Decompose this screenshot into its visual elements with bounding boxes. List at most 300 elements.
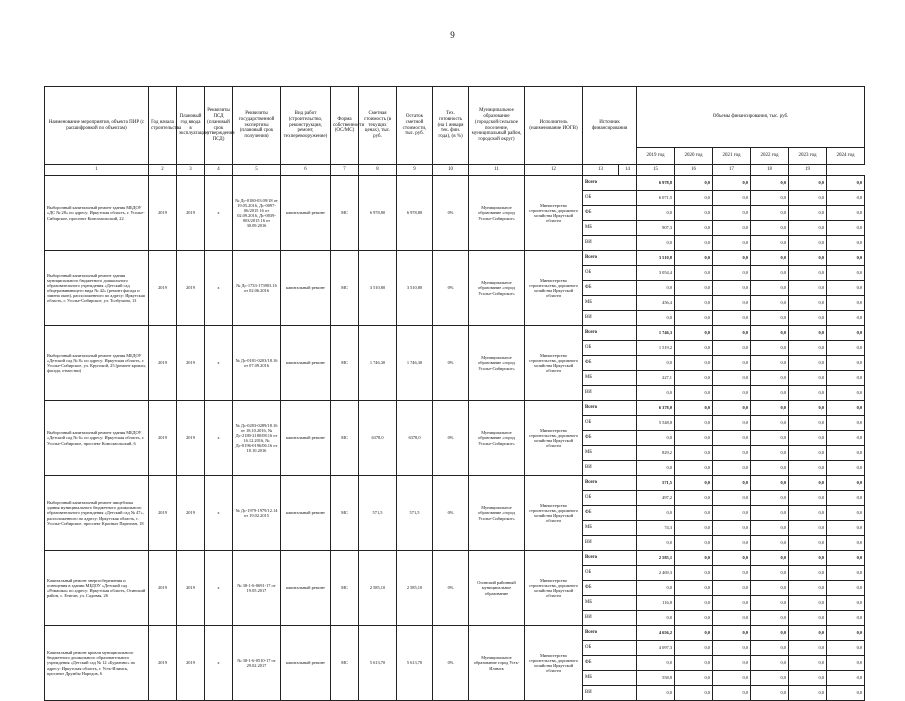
column-number: 6 [281,165,331,176]
financing-value: 0,0 [713,206,751,221]
financing-value: 0,0 [713,476,751,491]
financing-value: 0,0 [789,386,827,401]
financing-value: 0,0 [637,356,675,371]
financing-value: 0,0 [789,656,827,671]
funding-source: Всего [583,626,637,641]
col-header-expertise: Реквизиты государственной экспертизы (плановый срок получения) [233,87,281,165]
financing-value: 829,2 [637,446,675,461]
financing-value: 0,0 [827,506,865,521]
estimated-cost: 3 510,80 [359,251,397,326]
funding-source: ФБ [583,656,637,671]
financing-value: 0,0 [637,581,675,596]
funding-source: МБ [583,521,637,536]
financing-value: 0,0 [827,686,865,701]
expertise-value: № Дс-0181-0203/18.16 от 07.09.2016 [233,326,281,401]
column-number: 1 [45,165,149,176]
financing-value: 0,0 [827,491,865,506]
financing-value: 0,0 [713,446,751,461]
financing-value: 0,0 [713,266,751,281]
executor: Министерство строительства, дорожного хозяйства Иркутской области [525,326,583,401]
financing-value: 0,0 [751,296,789,311]
financing-value: 2 469,3 [637,566,675,581]
ownership: МС [331,176,359,251]
col-header-municipality: Муниципальное образование (городской/сельское поселение, муниципальный район, городской округ) [469,87,525,165]
financing-value: 0,0 [675,431,713,446]
financing-value: 0,0 [751,326,789,341]
financing-value: 0,0 [751,236,789,251]
financing-value: 0,0 [675,236,713,251]
financing-value: 0,0 [827,551,865,566]
funding-source: ВИ [583,461,637,476]
table-body [45,176,865,701]
financing-value: 0,0 [713,596,751,611]
financing-value: 0,0 [827,596,865,611]
financing-value: 0,0 [789,356,827,371]
financing-value: 0,0 [637,311,675,326]
financing-value: 0,0 [675,251,713,266]
financing-value: 0,0 [751,431,789,446]
financing-value: 0,0 [675,401,713,416]
ownership: МС [331,626,359,701]
financing-value: 0,0 [827,341,865,356]
object-name: Выборочный капитальный ремонт здания муниципального бюджетного дошкольного образовательного учреждения «Детский сад общеразвивающего вида № 42» (ремонт фасада и замена окон), расположенного по адресу: Иркутская область, г. Усолье-Сибирское, ул. Толбухина, 13 [45,251,149,326]
funding-source: МБ [583,596,637,611]
financing-value: 0,0 [637,236,675,251]
start-year: 2019 [149,326,177,401]
end-year: 2019 [177,401,205,476]
table-row [45,326,865,341]
readiness: 0% [433,251,469,326]
table-row [45,176,865,191]
financing-value: 0,0 [751,251,789,266]
financing-value: 0,0 [751,506,789,521]
financing-value: 0,0 [827,401,865,416]
financing-value: 0,0 [713,461,751,476]
col-header-start-year: Год начала строительства [149,87,177,165]
financing-value: 0,0 [713,386,751,401]
column-number: 11 [469,165,525,176]
financing-value: 0,0 [675,536,713,551]
estimated-cost: 6 978,80 [359,176,397,251]
financing-value: 0,0 [675,371,713,386]
financing-value: 0,0 [789,626,827,641]
start-year: 2019 [149,626,177,701]
financing-value: 0,0 [675,341,713,356]
funding-source: ОБ [583,266,637,281]
funding-source: ВИ [583,311,637,326]
end-year: 2019 [177,551,205,626]
financing-value: 0,0 [713,431,751,446]
financing-value: 0,0 [827,191,865,206]
financing-value: 0,0 [827,281,865,296]
column-number: 7 [331,165,359,176]
funding-source: Всего [583,401,637,416]
funding-source: ФБ [583,431,637,446]
financing-value: 6 071,5 [637,191,675,206]
column-number: 4 [205,165,233,176]
financing-value: 0,0 [675,656,713,671]
estimated-cost: 571,5 [359,476,397,551]
start-year: 2019 [149,251,177,326]
funding-source: ВИ [583,536,637,551]
financing-value: 0,0 [675,386,713,401]
readiness: 0% [433,401,469,476]
financing-value: 0,0 [827,581,865,596]
financing-value: 0,0 [789,566,827,581]
financing-value: 0,0 [789,431,827,446]
col-header-readiness: Тех. готовность (на 1 января тек. фин. года), (в %) [433,87,469,165]
financing-value: 0,0 [675,641,713,656]
financing-value: 0,0 [713,281,751,296]
financing-value: 0,0 [751,341,789,356]
financing-value: 0,0 [827,371,865,386]
financing-value: 74,3 [637,521,675,536]
financing-value: 0,0 [827,626,865,641]
psd-value: x [205,476,233,551]
funding-source: Всего [583,551,637,566]
object-name: Капитальный ремонт кровли муниципального бюджетного дошкольного образовательного учреждения «Детский сад № 12 «Буратино» по адресу: Иркутская область, г. Усть-Илимск, проспект Дружбы Народов, 6 [45,626,149,701]
financing-value: 0,0 [789,671,827,686]
table-row [45,251,865,266]
financing-value: 0,0 [675,671,713,686]
financing-value: 0,0 [751,176,789,191]
year-header: 2020 год [675,148,713,165]
financing-value: 0,0 [713,296,751,311]
column-number: 16 [675,165,713,176]
financing-value: 0,0 [789,491,827,506]
financing-value: 0,0 [789,221,827,236]
financing-value: 0,0 [789,266,827,281]
table-row [45,626,865,641]
column-number: 14 [619,165,637,176]
financing-value: 0,0 [713,551,751,566]
financing-value: 0,0 [713,506,751,521]
financing-value: 0,0 [789,326,827,341]
financing-value: 0,0 [751,566,789,581]
municipality: Осинский районный муниципальное образование [469,551,525,626]
financing-value: 0,0 [713,656,751,671]
financing-value: 0,0 [675,326,713,341]
year-header: 2021 год [713,148,751,165]
ownership: МС [331,551,359,626]
remaining-cost: 571,5 [397,476,433,551]
column-number: 19 [789,165,827,176]
object-name: Выборочный капитальный ремонт здания МБДОУ «ДС № 28» по адресу: Иркутская область, г. Усолье-Сибирское, проспект Комсомольский, 22 [45,176,149,251]
object-name: Выборочный капитальный ремонт здания МБДОУ «Детский сад № 6» по адресу: Иркутская область, г. Усолье-Сибирское, проспект Комсомольский, 6 [45,401,149,476]
executor: Министерство строительства, дорожного хозяйства Иркутской области [525,251,583,326]
financing-value: 0,0 [751,281,789,296]
financing-value: 0,0 [675,296,713,311]
financing-value: 0,0 [713,686,751,701]
financing-value: 0,0 [713,326,751,341]
financing-value: 0,0 [827,671,865,686]
funding-source: Всего [583,251,637,266]
work-type: капитальный ремонт [281,326,331,401]
psd-value: x [205,551,233,626]
page-number: 9 [450,30,455,40]
financing-value: 0,0 [827,641,865,656]
start-year: 2019 [149,176,177,251]
financing-table [44,86,865,701]
remaining-cost: 3 510,80 [397,251,433,326]
column-number: 13 [583,165,619,176]
funding-source: ВИ [583,386,637,401]
year-header: 2023 год [789,148,827,165]
financing-value: 0,0 [675,446,713,461]
executor: Министерство строительства, дорожного хозяйства Иркутской области [525,626,583,701]
funding-source: ВИ [583,611,637,626]
financing-value: 0,0 [789,611,827,626]
financing-value: 0,0 [637,506,675,521]
table-row [45,476,865,491]
financing-value: 0,0 [827,206,865,221]
financing-value: 0,0 [713,491,751,506]
financing-value: 0,0 [713,641,751,656]
ownership: МС [331,476,359,551]
column-number: 8 [359,165,397,176]
financing-value: 4 097,3 [637,641,675,656]
estimated-cost: 2 585,10 [359,551,397,626]
financing-value: 0,0 [827,356,865,371]
readiness: 0% [433,626,469,701]
end-year: 2019 [177,626,205,701]
funding-source: ОБ [583,341,637,356]
financing-value: 0,0 [751,221,789,236]
financing-value: 0,0 [637,656,675,671]
financing-value: 2 585,1 [637,551,675,566]
executor: Министерство строительства, дорожного хозяйства Иркутской области [525,551,583,626]
financing-value: 0,0 [713,251,751,266]
financing-value: 116,8 [637,596,675,611]
financing-value: 0,0 [789,536,827,551]
year-header: 2022 год [751,148,789,165]
financing-value: 0,0 [713,401,751,416]
column-number: 9 [397,165,433,176]
work-type: капитальный ремонт [281,251,331,326]
psd-value: x [205,326,233,401]
financing-value: 0,0 [713,191,751,206]
financing-value: 0,0 [637,611,675,626]
financing-value: 0,0 [789,581,827,596]
expertise-value: № Дс-1733-173903.16 от 02.06.2016 [233,251,281,326]
financing-value: 0,0 [675,176,713,191]
end-year: 2019 [177,326,205,401]
financing-value: 0,0 [789,686,827,701]
table-row [45,551,865,566]
municipality: Муниципальное образование «город Усолье-Сибирское» [469,326,525,401]
financing-value: 0,0 [675,416,713,431]
municipality: Муниципальное образование «город Усолье-Сибирское» [469,176,525,251]
financing-value: 0,0 [675,521,713,536]
financing-value: 0,0 [827,521,865,536]
column-number: 10 [433,165,469,176]
financing-value: 0,0 [675,686,713,701]
financing-value: 0,0 [637,431,675,446]
financing-value: 0,0 [675,626,713,641]
table-row [45,401,865,416]
financing-value: 0,0 [789,236,827,251]
financing-value: 0,0 [713,581,751,596]
financing-value: 0,0 [827,446,865,461]
col-header-work-type: Вид работ (строительство, реконструкция, ремонт, техперевооружение) [281,87,331,165]
object-name: Капитальный ремонт энергосбережения и освещения в здании МБДОУ «Детский сад «Ромашка» по адресу: Иркутская область, Осинский район, с. Етиган, ул. Садовая, 26 [45,551,149,626]
funding-source: МБ [583,296,637,311]
municipality: Муниципальное образование «город Усолье-Сибирское» [469,251,525,326]
financing-value: 0,0 [827,566,865,581]
financing-value: 0,0 [827,386,865,401]
estimated-cost: 1 746,30 [359,326,397,401]
financing-value: 0,0 [637,281,675,296]
financing-value: 0,0 [675,476,713,491]
financing-value: 0,0 [751,416,789,431]
funding-source: ФБ [583,281,637,296]
financing-value: 0,0 [637,206,675,221]
expertise-value: № Дс-0180-03.09/18 от 19.05.2016, Дс-0097-06/2015 16 от 02.09.2016, Дс-0039-003/2015 16 от 30.09.2016 [233,176,281,251]
work-type: капитальный ремонт [281,476,331,551]
col-header-psd: Реквизиты ПСД (плановый срок утверждения ПСД) [205,87,233,165]
col-header-financing: Объемы финансирования, тыс. руб. [637,87,865,148]
financing-value: 0,0 [675,551,713,566]
financing-value: 0,0 [789,551,827,566]
ownership: МС [331,251,359,326]
financing-value: 0,0 [827,476,865,491]
financing-value: 571,5 [637,476,675,491]
municipality: Муниципальное образование «город Усолье-Сибирское» [469,401,525,476]
financing-value: 0,0 [751,641,789,656]
start-year: 2019 [149,401,177,476]
estimated-cost: 6378,0 [359,401,397,476]
financing-value: 0,0 [751,671,789,686]
financing-value: 0,0 [713,371,751,386]
financing-value: 0,0 [637,386,675,401]
expertise-value: № Дс-0283-0289/18.16 от 18.10.2016, № Дс-2180-2180/08.16 от 16.12.2016, № Дс-0196-0196/06.16 от 18.10.2016 [233,401,281,476]
financing-value: 0,0 [675,491,713,506]
end-year: 2019 [177,476,205,551]
expertise-value: № 38-1-6-0510-17 от 29.02.2017 [233,626,281,701]
column-number: 15 [637,165,675,176]
ownership: МС [331,326,359,401]
financing-value: 0,0 [827,266,865,281]
financing-value: 0,0 [751,206,789,221]
funding-source: ФБ [583,206,637,221]
financing-value: 558,8 [637,671,675,686]
financing-value: 0,0 [751,446,789,461]
ownership: МС [331,401,359,476]
financing-value: 1 746,3 [637,326,675,341]
financing-value: 0,0 [751,491,789,506]
work-type: капитальный ремонт [281,551,331,626]
financing-value: 0,0 [675,221,713,236]
financing-value: 0,0 [675,206,713,221]
financing-value: 0,0 [675,281,713,296]
financing-value: 3 054,4 [637,266,675,281]
financing-value: 6 978,8 [637,176,675,191]
financing-value: 456,4 [637,296,675,311]
col-header-ownership: Форма собственности (ОС/МС) [331,87,359,165]
financing-value: 0,0 [675,581,713,596]
financing-value: 0,0 [789,251,827,266]
col-header-executor: Исполнитель (наименование ИОГВ) [525,87,583,165]
financing-value: 0,0 [827,221,865,236]
financing-value: 0,0 [637,461,675,476]
financing-value: 0,0 [751,461,789,476]
column-number: 18 [751,165,789,176]
financing-value: 0,0 [789,461,827,476]
financing-value: 0,0 [713,356,751,371]
funding-source: МБ [583,221,637,236]
col-header-end-year: Плановый год ввода в эксплуатацию [177,87,205,165]
funding-source: ФБ [583,356,637,371]
financing-value: 0,0 [713,176,751,191]
psd-value: x [205,251,233,326]
funding-source: ВИ [583,686,637,701]
financing-value: 0,0 [827,611,865,626]
financing-value: 0,0 [713,236,751,251]
financing-value: 0,0 [713,536,751,551]
estimated-cost: 5 613,70 [359,626,397,701]
work-type: капитальный ремонт [281,176,331,251]
funding-source: ОБ [583,191,637,206]
financing-value: 0,0 [751,311,789,326]
funding-source: ОБ [583,641,637,656]
financing-value: 0,0 [789,641,827,656]
funding-source: МБ [583,446,637,461]
financing-value: 0,0 [713,221,751,236]
financing-value: 0,0 [675,611,713,626]
financing-value: 0,0 [751,686,789,701]
financing-value: 0,0 [789,446,827,461]
financing-value: 0,0 [713,311,751,326]
financing-value: 0,0 [751,191,789,206]
financing-value: 0,0 [827,461,865,476]
financing-value: 0,0 [827,656,865,671]
object-name: Выборочный капитальный ремонт пищеблока здания муниципального бюджетного дошкольного образовательного учреждения «Детский сад № 47», расположенного по адресу: Иркутская область, г. Усолье-Сибирское, проспект Красных Партизан, 18 [45,476,149,551]
end-year: 2019 [177,251,205,326]
funding-source: МБ [583,671,637,686]
executor: Министерство строительства, дорожного хозяйства Иркутской области [525,176,583,251]
executor: Министерство строительства, дорожного хозяйства Иркутской области [525,476,583,551]
municipality: Муниципальное образование город Усть-Илимск [469,626,525,701]
funding-source: ФБ [583,581,637,596]
year-header: 2019 год [637,148,675,165]
readiness: 0% [433,551,469,626]
financing-value: 0,0 [789,401,827,416]
funding-source: ОБ [583,416,637,431]
readiness: 0% [433,476,469,551]
expertise-value: № Дс-1979-1979/12.14 от 19.02.2015 [233,476,281,551]
financing-value: 0,0 [637,536,675,551]
financing-value: 0,0 [751,656,789,671]
financing-value: 0,0 [675,356,713,371]
financing-value: 0,0 [751,581,789,596]
financing-value: 0,0 [713,566,751,581]
financing-value: 0,0 [789,206,827,221]
financing-value: 907,3 [637,221,675,236]
financing-value: 0,0 [713,671,751,686]
financing-value: 0,0 [827,326,865,341]
financing-value: 0,0 [789,506,827,521]
financing-value: 0,0 [751,371,789,386]
financing-value: 0,0 [751,266,789,281]
psd-value: x [205,401,233,476]
financing-value: 0,0 [751,476,789,491]
financing-value: 0,0 [675,566,713,581]
psd-value: x [205,176,233,251]
financing-value: 0,0 [789,191,827,206]
col-header-source: Источник финансирования [583,87,637,165]
financing-value: 0,0 [827,236,865,251]
col-header-remaining: Остаток сметной стоимости, тыс. руб. [397,87,433,165]
